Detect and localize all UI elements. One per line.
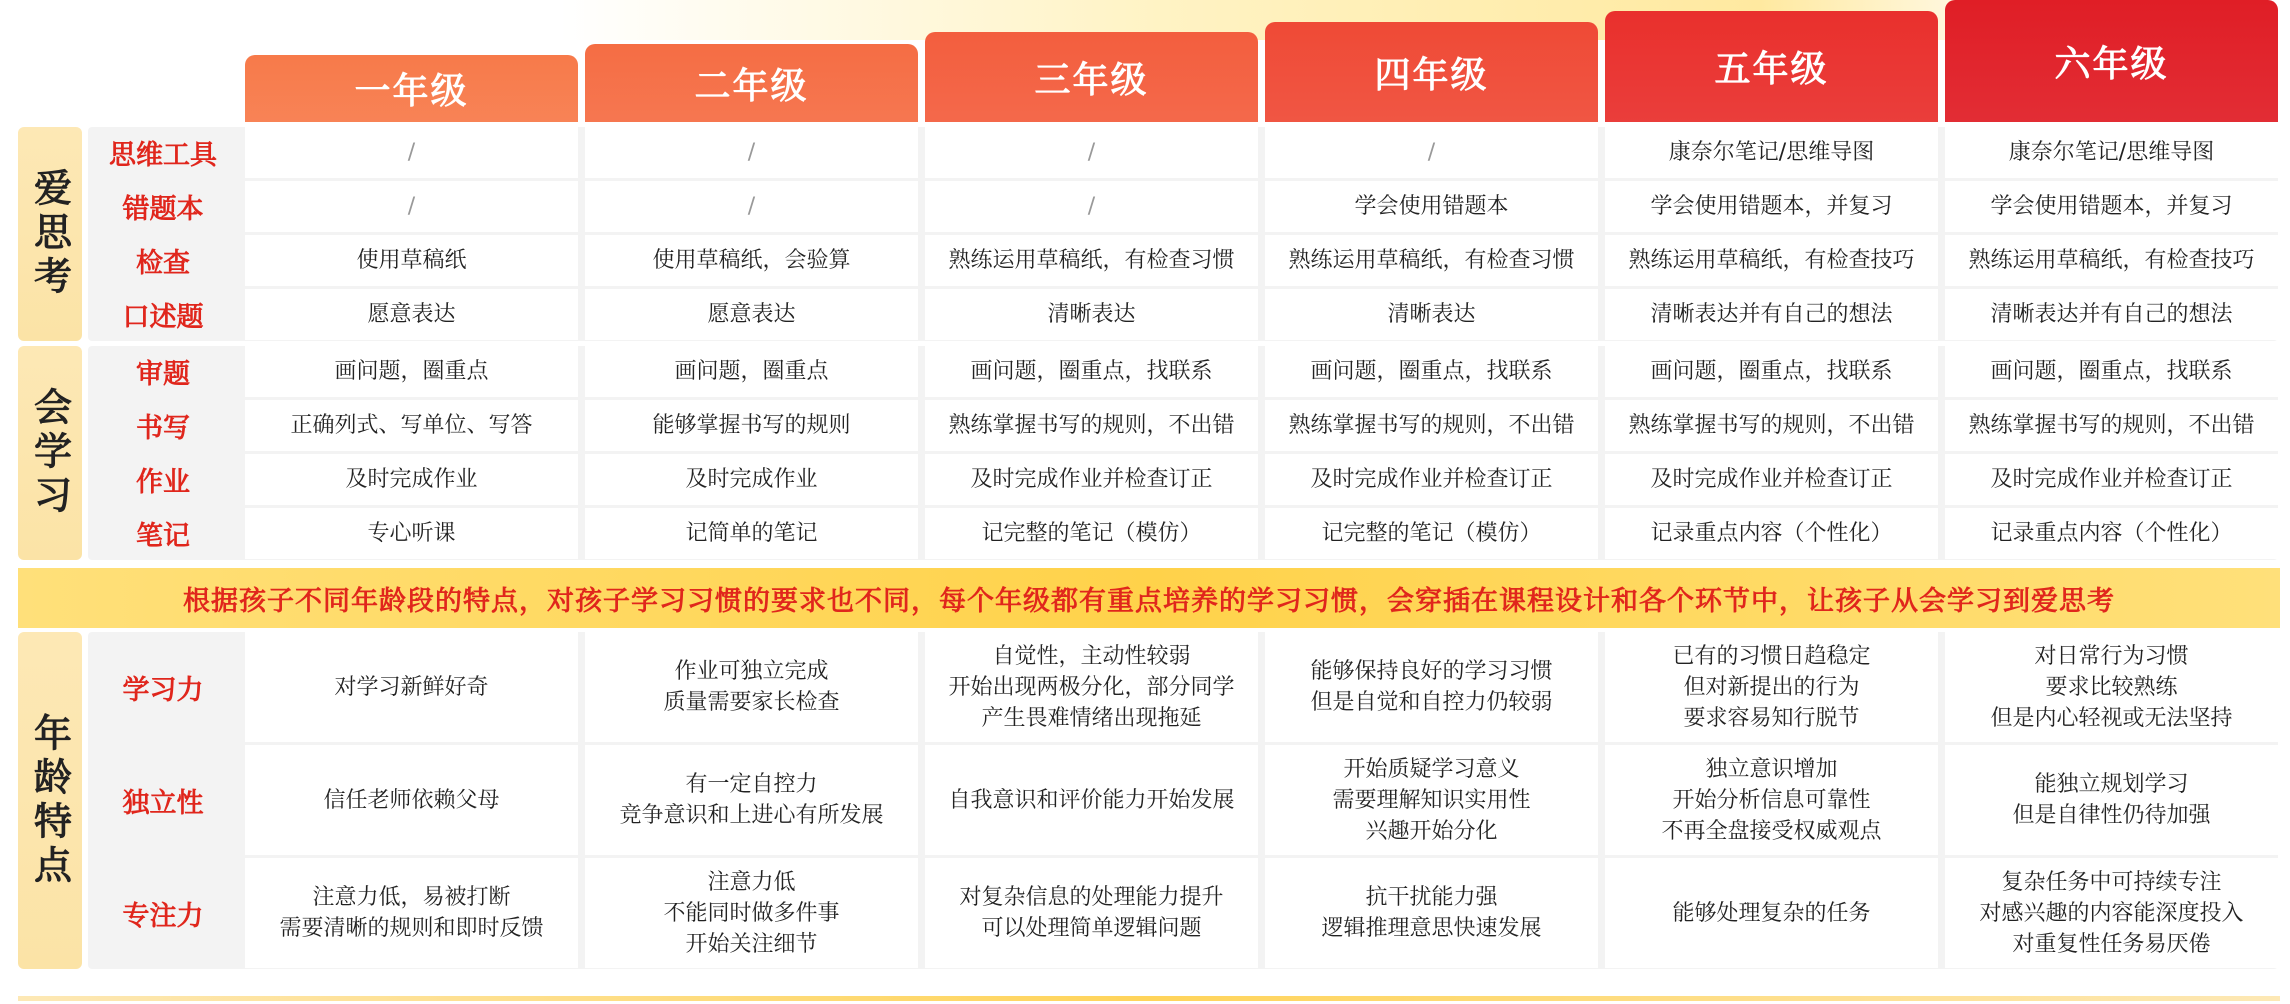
category-label-3: 年龄特点	[18, 632, 82, 969]
table-cell: 熟练掌握书写的规则，不出错	[1265, 400, 1598, 451]
table-cell: 记录重点内容（个性化）	[1945, 508, 2278, 559]
table-cell: 清晰表达	[1265, 289, 1598, 340]
row-label: 独立性	[122, 787, 204, 819]
table-cell: 能够处理复杂的任务	[1605, 858, 1938, 968]
table-cell: 及时完成作业	[585, 454, 918, 505]
table-cell: /	[585, 127, 918, 178]
table-cell: 对学习新鲜好奇	[245, 632, 578, 742]
table-cell: 愿意表达	[585, 289, 918, 340]
table-cell: 专心听课	[245, 508, 578, 559]
row-label: 审题	[136, 359, 190, 390]
table-cell: 抗干扰能力强 逻辑推理意思快速发展	[1265, 858, 1598, 968]
table-cell: 信任老师依赖父母	[245, 745, 578, 855]
row-label: 口述题	[122, 302, 204, 333]
grade-header-2: 二年级	[585, 44, 918, 122]
table-cell: 学会使用错题本	[1265, 181, 1598, 232]
table-cell: 康奈尔笔记/思维导图	[1605, 127, 1938, 178]
table-cell: 画问题，圈重点，找联系	[1945, 346, 2278, 397]
table-cell: 注意力低，易被打断 需要清晰的规则和即时反馈	[245, 858, 578, 968]
table-cell: /	[585, 181, 918, 232]
row-label: 检查	[136, 248, 190, 279]
summary-banner: 根据孩子不同年龄段的特点，对孩子学习习惯的要求也不同，每个年级都有重点培养的学习习惯，会穿插在课程设计和各个环节中，让孩子从会学习到爱思考	[18, 568, 2280, 628]
table-cell: 熟练运用草稿纸，有检查习惯	[1265, 235, 1598, 286]
table-cell: 自我意识和评价能力开始发展	[925, 745, 1258, 855]
table-cell: 熟练掌握书写的规则，不出错	[925, 400, 1258, 451]
table-cell: 记完整的笔记（模仿）	[925, 508, 1258, 559]
grade-header-1: 一年级	[245, 55, 578, 122]
table-cell: 画问题，圈重点，找联系	[1605, 346, 1938, 397]
table-cell: 学会使用错题本，并复习	[1945, 181, 2278, 232]
table-cell: 熟练掌握书写的规则，不出错	[1605, 400, 1938, 451]
row-label: 学习力	[122, 674, 204, 706]
table-cell: 作业可独立完成 质量需要家长检查	[585, 632, 918, 742]
table-cell: 熟练运用草稿纸，有检查技巧	[1605, 235, 1938, 286]
table-cell: 记录重点内容（个性化）	[1605, 508, 1938, 559]
table-cell: 熟练掌握书写的规则，不出错	[1945, 400, 2278, 451]
category-label-2: 会学习	[18, 346, 82, 560]
table-cell: 使用草稿纸，会验算	[585, 235, 918, 286]
table-cell: 清晰表达并有自己的想法	[1945, 289, 2278, 340]
table-cell: /	[925, 181, 1258, 232]
table-cell: 画问题，圈重点，找联系	[1265, 346, 1598, 397]
table-cell: 对复杂信息的处理能力提升 可以处理简单逻辑问题	[925, 858, 1258, 968]
table-cell: 熟练运用草稿纸，有检查习惯	[925, 235, 1258, 286]
row-label: 书写	[136, 413, 190, 444]
table-cell: 熟练运用草稿纸，有检查技巧	[1945, 235, 2278, 286]
row-label: 作业	[136, 467, 190, 498]
table-cell: /	[245, 127, 578, 178]
table-cell: 使用草稿纸	[245, 235, 578, 286]
table-cell: 及时完成作业并检查订正	[1605, 454, 1938, 505]
grade-header-6: 六年级	[1945, 0, 2278, 122]
table-cell: 康奈尔笔记/思维导图	[1945, 127, 2278, 178]
row-label: 笔记	[136, 521, 190, 552]
bottom-divider	[18, 996, 2280, 1001]
row-label: 错题本	[122, 194, 204, 225]
table-cell: 画问题，圈重点，找联系	[925, 346, 1258, 397]
table-cell: 正确列式、写单位、写答	[245, 400, 578, 451]
table-cell: 独立意识增加 开始分析信息可靠性 不再全盘接受权威观点	[1605, 745, 1938, 855]
table-cell: 开始质疑学习意义 需要理解知识实用性 兴趣开始分化	[1265, 745, 1598, 855]
table-cell: 已有的习惯日趋稳定 但对新提出的行为 要求容易知行脱节	[1605, 632, 1938, 742]
table-cell: 复杂任务中可持续专注 对感兴趣的内容能深度投入 对重复性任务易厌倦	[1945, 858, 2278, 968]
table-cell: /	[1265, 127, 1598, 178]
table-cell: 记简单的笔记	[585, 508, 918, 559]
grade-header-4: 四年级	[1265, 22, 1598, 122]
table-cell: 有一定自控力 竞争意识和上进心有所发展	[585, 745, 918, 855]
table-cell: /	[245, 181, 578, 232]
table-cell: 清晰表达	[925, 289, 1258, 340]
table-cell: 自觉性，主动性较弱 开始出现两极分化，部分同学 产生畏难情绪出现拖延	[925, 632, 1258, 742]
row-label: 专注力	[122, 900, 204, 932]
table-cell: 学会使用错题本，并复习	[1605, 181, 1938, 232]
table-cell: 清晰表达并有自己的想法	[1605, 289, 1938, 340]
table-cell: 对日常行为习惯 要求比较熟练 但是内心轻视或无法坚持	[1945, 632, 2278, 742]
category-label-1: 爱思考	[18, 127, 82, 341]
table-cell: 画问题，圈重点	[245, 346, 578, 397]
table-cell: 及时完成作业并检查订正	[1945, 454, 2278, 505]
table-cell: /	[925, 127, 1258, 178]
table-cell: 记完整的笔记（模仿）	[1265, 508, 1598, 559]
table-cell: 及时完成作业并检查订正	[1265, 454, 1598, 505]
table-cell: 及时完成作业并检查订正	[925, 454, 1258, 505]
table-cell: 能够掌握书写的规则	[585, 400, 918, 451]
table-cell: 及时完成作业	[245, 454, 578, 505]
table-cell: 能独立规划学习 但是自律性仍待加强	[1945, 745, 2278, 855]
table-cell: 能够保持良好的学习习惯 但是自觉和自控力仍较弱	[1265, 632, 1598, 742]
grade-header-3: 三年级	[925, 32, 1258, 122]
grade-header-5: 五年级	[1605, 11, 1938, 122]
row-label: 思维工具	[109, 140, 217, 171]
table-cell: 愿意表达	[245, 289, 578, 340]
table-cell: 画问题，圈重点	[585, 346, 918, 397]
table-cell: 注意力低 不能同时做多件事 开始关注细节	[585, 858, 918, 968]
